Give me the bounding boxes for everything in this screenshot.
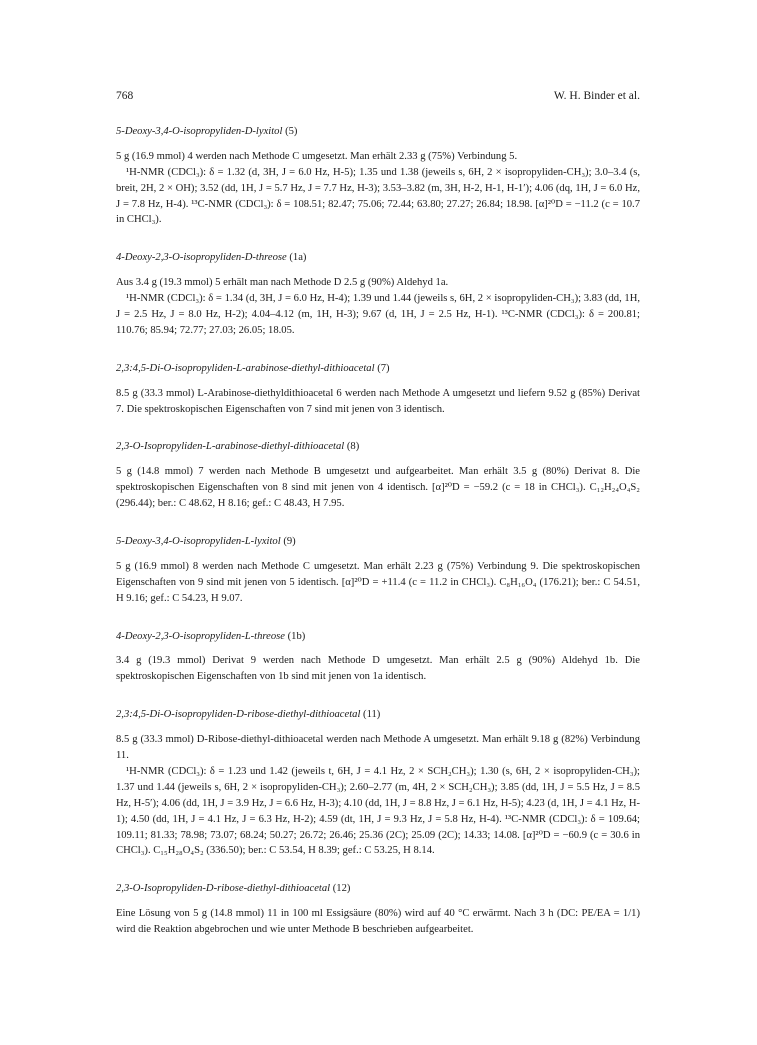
section-heading <box>116 629 640 645</box>
procedure-text: 8.5 g (33.3 mmol) L-Arabinose-diethyldithioacetal 6 werden nach Methode A umgesetzt und liefern 9.52 g (85%) Derivat 7. Die spektroskopischen Eigenschaften von 7 sind mit jenen von 3 identisch. <box>116 387 640 415</box>
section-heading <box>116 124 640 140</box>
heading-title: 2,3-O-Isopropyliden-D-ribose-diethyl-dithioacetal <box>116 883 331 895</box>
section-compound-12 <box>116 881 640 938</box>
page-number: 768 <box>116 90 134 102</box>
section-compound-8 <box>116 439 640 512</box>
procedure-text: Aus 3.4 g (19.3 mmol) 5 erhält man nach Methode D 2.5 g (90%) Aldehyd 1a. <box>116 277 449 289</box>
heading-title: 2,3:4,5-Di-O-isopropyliden-D-ribose-diethyl-dithioacetal <box>116 709 361 721</box>
compound-number: (7) <box>377 362 390 374</box>
procedure-text: 5 g (16.9 mmol) 4 werden nach Methode C umgesetzt. Man erhält 2.33 g (75%) Verbindung 5. <box>116 150 518 162</box>
section-compound-7 <box>116 361 640 418</box>
procedure-text: 5 g (16.9 mmol) 8 werden nach Methode C umgesetzt. Man erhält 2.23 g (75%) Verbindung 9. Die spektroskopischen Eigenschaften von 9 sind mit jenen von 5 identisch. [α]²⁰D = +11.4 (c = 11.2 in CHCl₃). C₈H₁₆O₄ (176.21); ber.: C 54.51, H 9.16; gef.: C 54.23, H 9.07. <box>116 560 640 604</box>
section-heading <box>116 707 640 723</box>
section-heading <box>116 534 640 550</box>
section-compound-1a <box>116 250 640 338</box>
heading-title: 2,3:4,5-Di-O-isopropyliden-L-arabinose-diethyl-dithioacetal <box>116 362 375 374</box>
compound-number: (9) <box>283 536 296 548</box>
compound-number: (8) <box>346 441 360 453</box>
compound-number: (11) <box>363 709 381 721</box>
section-heading <box>116 361 640 377</box>
heading-title: 2,3-O-Isopropyliden-L-arabinose-diethyl-dithioacetal <box>116 441 345 453</box>
procedure-text: 8.5 g (33.3 mmol) D-Ribose-diethyl-dithioacetal werden nach Methode A umgesetzt. Man erhält 9.18 g (82%) Verbindung 11. <box>116 734 640 762</box>
spectroscopy-text: ¹H-NMR (CDCl₃): δ = 1.32 (d, 3H, J = 6.0 Hz, H-5); 1.35 und 1.38 (jeweils s, 6H, 2 × isopropyliden-CH₃); 3.0–3.4 (s, breit, 2H, 2 × OH); 3.52 (dd, 1H, J = 5.7 Hz, J = 7.7 Hz, H-3); 3.53–3.82 (m, 3H, H-2, H-1, H-1′); 4.06 (dq, 1H, J = 6.0 Hz, J = 7.8 Hz, H-4). ¹³C-NMR (CDCl₃): δ = 108.51; 82.47; 75.06; 72.44; 63.80; 27.27; 26.84; 18.98. [α]²⁰D = −11.2 (c = 10.7 in CHCl₃). <box>116 166 640 226</box>
section-heading <box>116 250 640 266</box>
heading-title: 4-Deoxy-2,3-O-isopropyliden-D-threose <box>116 252 287 264</box>
section-heading <box>116 881 640 897</box>
section-compound-1b <box>116 629 640 686</box>
heading-title: 5-Deoxy-3,4-O-isopropyliden-D-lyxitol <box>116 126 283 137</box>
procedure-text: 5 g (14.8 mmol) 7 werden nach Methode B umgesetzt und aufgearbeitet. Man erhält 3.5 g (80%) Derivat 8. Die spektroskopischen Eigenschaften von 8 sind mit jenen von 4 identisch. [α]²⁰D = −59.2 (c = 18 in CHCl₃). C₁₂H₂₄O₄S₂ (296.44); ber.: C 48.62, H 8.16; gef.: C 48.43, H 7.95. <box>116 466 640 510</box>
section-compound-9 <box>116 534 640 607</box>
compound-number: (1b) <box>287 630 306 642</box>
procedure-text: 3.4 g (19.3 mmol) Derivat 9 werden nach Methode D umgesetzt. Man erhält 2.5 g (90%) Aldehyd 1b. Die spektroskopischen Eigenschaften von 1b sind mit jenen von 1a identisch. <box>116 655 640 683</box>
spectroscopy-text: ¹H-NMR (CDCl₃): δ = 1.34 (d, 3H, J = 6.0 Hz, H-4); 1.39 und 1.44 (jeweils s, 6H, 2 × isopropyliden-CH₃); 3.83 (dd, 1H, J = 2.5 Hz, J = 8.0 Hz, H-2); 4.04–4.12 (m, 1H, H-3); 9.67 (d, 1H, J = 2.5 Hz, H-1). ¹³C-NMR (CDCl₃): δ = 200.81; 110.76; 85.94; 72.77; 27.03; 26.05; 18.05. <box>116 293 640 336</box>
heading-title: 5-Deoxy-3,4-O-isopropyliden-L-lyxitol <box>116 536 281 548</box>
section-compound-11 <box>116 707 640 859</box>
procedure-text: Eine Lösung von 5 g (14.8 mmol) 11 in 100 ml Essigsäure (80%) wird auf 40 °C erwärmt. Nach 3 h (DC: PE/EA = 1/1) wird die Reaktion abgebrochen und wie unter Methode B beschrieben aufgearbeitet. <box>116 908 640 936</box>
running-head: W. H. Binder et al. <box>553 90 640 102</box>
section-compound-5 <box>116 124 640 228</box>
compound-number: (5) <box>285 126 298 137</box>
compound-number: (12) <box>332 883 351 895</box>
heading-title: 4-Deoxy-2,3-O-isopropyliden-L-threose <box>116 630 285 642</box>
section-heading <box>116 439 640 455</box>
compound-number: (1a) <box>289 252 307 264</box>
page-header <box>116 88 640 106</box>
spectroscopy-text: ¹H-NMR (CDCl₃): δ = 1.23 und 1.42 (jeweils t, 6H, J = 4.1 Hz, 2 × SCH₂CH₃); 1.30 (s, 6H, 2 × isopropyliden-CH₃); 1.37 und 1.44 (jeweils s, 6H, 2 × isopropyliden-CH₃); 2.60–2.77 (m, 4H, 2 × SCH₂CH₃); 3.85 (dd, 1H, J = 5.5 Hz, J = 8.5 Hz, H-5′); 4.06 (dd, 1H, J = 3.9 Hz, J = 6.6 Hz, H-3); 4.10 (dd, 1H, J = 8.8 Hz, J = 6.1 Hz, H-5); 4.23 (d, 1H, J = 4.1 Hz, H-1); 4.50 (dd, 1H, J = 4.1 Hz, J = 6.3 Hz, H-2); 4.59 (dt, 1H, J = 9.3 Hz, J = 5.8 Hz, H-4). ¹³C-NMR (CDCl₃): δ = 109.64; 109.11; 81.33; 78.98; 73.07; 68.24; 50.27; 26.72; 26.46; 25.36 (2C); 25.09 (2C); 14.33; 14.08. [α]²⁰D = −60.9 (c = 30.6 in CHCl₃). C₁₅H₂₈O₄S₂ (336.50); ber.: C 53.54, H 8.39; gef.: C 53.25, H 8.14. <box>116 765 640 857</box>
article-body <box>116 124 640 960</box>
